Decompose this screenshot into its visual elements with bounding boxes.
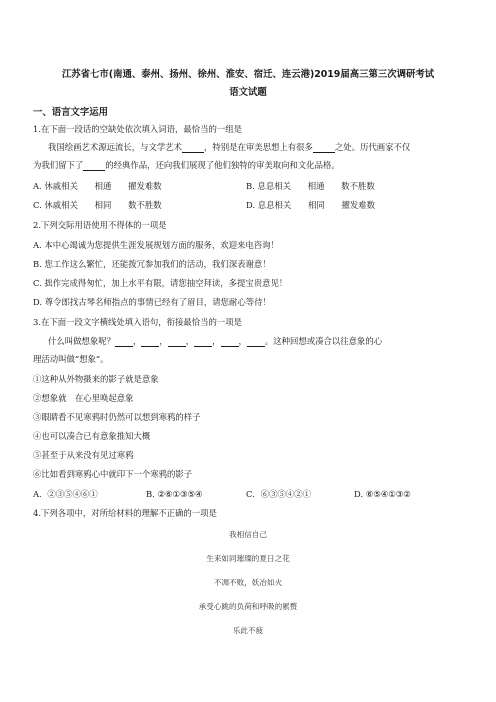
answer-blank[interactable] [194,337,212,347]
q3-item-3: ③眼睛看不见寒鸦时仍然可以想到寒鸦的样子 [33,412,201,422]
exam-title: 江苏省七市(南通、泰州、扬州、徐州、淮安、宿迁、连云港)2019届高三第三次调研考试 [61,69,435,80]
answer-blank[interactable] [141,337,159,347]
section-heading: 一、语言文字运用 [33,107,109,118]
answer-blank[interactable] [168,337,186,347]
q1-paragraph-line1: 我国绘画艺术源远流长，与文学艺术 ，特别是在审美思想上有很多 之处。历代画家不仅 [48,142,411,152]
q3-item-2: ②想象就 在心里唤起意象 [33,393,134,403]
q3-item-5: ⑤甚至于从来没有见过寒鸦 [33,450,134,460]
answer-blank[interactable] [115,337,133,347]
q2-option-a[interactable]: A. 本中心竭诚为您提供生涯发展规划方面的服务，欢迎来电咨询！ [33,240,279,250]
q2-option-c[interactable]: C. 拙作完成得匆忙，加上水平有限，请您抽空拜读，多提宝贵意见！ [33,278,288,288]
poem-line-1: 我相信自己 [229,530,267,539]
q3-paragraph-line1: 什么叫做想象呢？ ， ， ， ， ， 。这种回想或凑合以往意象的心 [48,336,383,346]
q3-option-a[interactable]: A．②③⑤④⑥① [33,489,98,499]
q1-paragraph-line2: 为我们留下了 的经典作品，还向我们展现了他们独特的审美取向和文化品格。 [33,160,340,170]
answer-blank[interactable] [313,143,335,153]
q3-item-6: ⑥比如看到寒鸦心中就印下一个寒鸦的影子 [33,469,193,479]
q3-item-1: ①这种从外物摄来的影子就是意象 [33,374,159,384]
q3-item-4: ④也可以凑合已有意象推知大概 [33,431,151,441]
q3-option-b[interactable]: B. ②⑥①③⑤④ [146,489,203,499]
q3-stem: 3.在下面一段文字横线处填入语句，衔接最恰当的一项是 [33,317,242,327]
q2-option-d[interactable]: D. 尊令郎找古琴名师指点的事情已经有了眉目，请您耐心等待！ [33,297,271,307]
poem-line-4: 承受心跳的负荷和呼吸的累赘 [198,602,298,611]
poem-line-5: 乐此不疲 [232,626,264,635]
answer-blank[interactable] [83,161,105,171]
q1-option-b[interactable]: B. 息息相关 相通 数不胜数 [246,181,375,191]
answer-blank[interactable] [221,337,239,347]
q1-stem: 1.在下面一段话的空缺处依次填入词语，最恰当的一组是 [33,124,242,134]
q3-option-c[interactable]: C．⑥③⑤④②① [246,489,312,499]
q1-option-d[interactable]: D. 息息相关 相同 擢发难数 [246,200,375,210]
q1-option-c[interactable]: C. 休戚相关 相同 数不胜数 [33,200,162,210]
q1-option-a[interactable]: A. 休戚相关 相通 擢发难数 [33,181,162,191]
q4-stem: 4.下列各项中，对所给材料的理解不正确的一项是 [33,508,217,518]
poem-line-2: 生来如同璀璨的夏日之花 [206,554,290,563]
q2-option-b[interactable]: B. 您工作这么繁忙，还能拨冗参加我们的活动，我们深表谢意！ [33,259,271,269]
poem-line-3: 不凋不败，妖冶如火 [213,578,283,587]
q3-option-d[interactable]: D. ⑥⑤④①③② [354,489,411,499]
answer-blank[interactable] [247,337,265,347]
q3-paragraph-line2: 理活动叫做“想象”。 [33,354,109,364]
exam-subtitle: 语文试题 [229,87,267,98]
answer-blank[interactable] [182,143,204,153]
q2-stem: 2.下列交际用语使用不得体的一项是 [33,220,167,230]
